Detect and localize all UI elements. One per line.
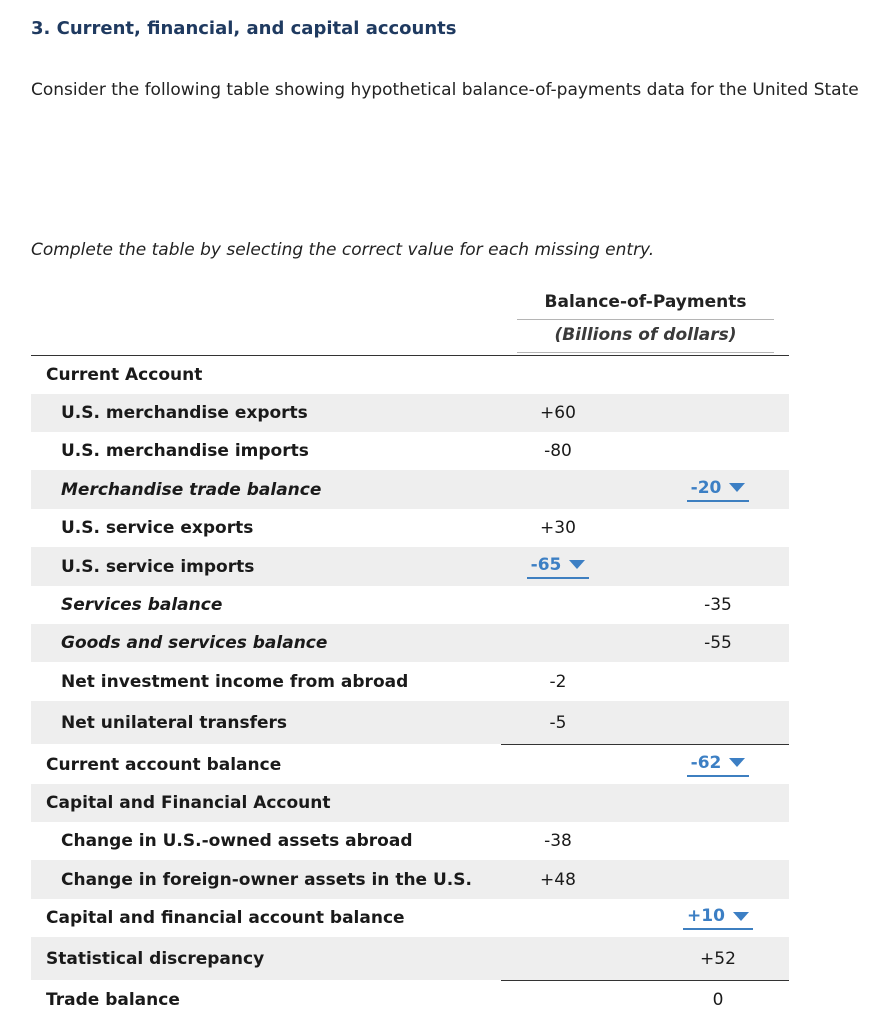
column-header-title: Balance-of-Payments (544, 292, 747, 312)
merchandise-trade-balance-dropdown[interactable] (687, 478, 750, 502)
table-row (31, 509, 789, 547)
row-label: Trade balance (46, 990, 180, 1010)
row-value: -55 (704, 633, 732, 653)
column-header-subtitle: (Billions of dollars) (554, 325, 737, 345)
table-row (31, 701, 789, 744)
table-row (31, 624, 789, 662)
row-value: +52 (700, 948, 736, 969)
intro-text: Consider the following table showing hypothetical balance-of-payments data for the United State (31, 80, 859, 100)
row-value: +60 (540, 403, 576, 423)
row-value: +48 (540, 869, 576, 890)
row-label: Statistical discrepancy (46, 948, 265, 969)
row-value: -80 (544, 441, 572, 461)
question-heading: 3. Current, financial, and capital accounts (31, 18, 457, 39)
row-label: U.S. merchandise exports (61, 403, 308, 423)
table-row (31, 860, 789, 899)
current-account-balance-cell (678, 745, 758, 784)
row-label: U.S. service exports (61, 518, 254, 538)
row-label: Services balance (61, 595, 223, 615)
row-label: Current account balance (46, 754, 282, 775)
table-row (31, 547, 789, 586)
header-subtitle-underline (517, 352, 774, 353)
dropdown-selected-value: +10 (687, 906, 725, 926)
capital-financial-balance-cell (678, 899, 758, 937)
caret-down-icon (729, 483, 745, 492)
table-row (31, 822, 789, 860)
row-label: Change in foreign-owner assets in the U.S. (61, 869, 472, 890)
row-value: +30 (540, 518, 576, 538)
caret-down-icon (733, 912, 749, 921)
dropdown-selected-value: -62 (690, 752, 722, 773)
caret-down-icon (729, 758, 745, 767)
row-label: Goods and services balance (61, 633, 328, 653)
row-label: Change in U.S.-owned assets abroad (61, 831, 413, 851)
header-divider (517, 319, 774, 320)
merchandise-trade-balance-cell (678, 470, 758, 509)
row-value: -38 (544, 831, 572, 851)
table-row (31, 356, 789, 394)
table-row (31, 470, 789, 509)
row-value: -35 (704, 595, 732, 615)
row-label: Merchandise trade balance (61, 479, 322, 500)
row-value: 0 (712, 990, 724, 1010)
current-account-balance-dropdown[interactable] (687, 753, 750, 777)
row-value: -5 (549, 712, 567, 733)
row-value: -2 (549, 671, 567, 692)
table-row (31, 745, 789, 784)
row-label: Capital and financial account balance (46, 908, 405, 928)
caret-down-icon (569, 560, 585, 569)
table-row (31, 784, 789, 822)
service-imports-cell (518, 547, 598, 586)
section-label-capital-financial-account: Capital and Financial Account (46, 793, 331, 813)
row-label: U.S. merchandise imports (61, 441, 309, 461)
table-row (31, 662, 789, 701)
table-row (31, 394, 789, 432)
dropdown-selected-value: -65 (530, 554, 562, 575)
table-row (31, 981, 789, 1019)
table-row (31, 586, 789, 624)
table-row (31, 432, 789, 470)
table-row (31, 899, 789, 937)
row-label: U.S. service imports (61, 556, 255, 577)
section-label-current-account: Current Account (46, 365, 203, 385)
row-label: Net unilateral transfers (61, 712, 288, 733)
dropdown-selected-value: -20 (690, 477, 722, 498)
row-label: Net investment income from abroad (61, 671, 409, 692)
service-imports-dropdown[interactable] (527, 555, 590, 579)
instruction-text: Complete the table by selecting the correct value for each missing entry. (31, 240, 655, 260)
capital-financial-balance-dropdown[interactable] (683, 906, 753, 930)
table-row (31, 937, 789, 980)
